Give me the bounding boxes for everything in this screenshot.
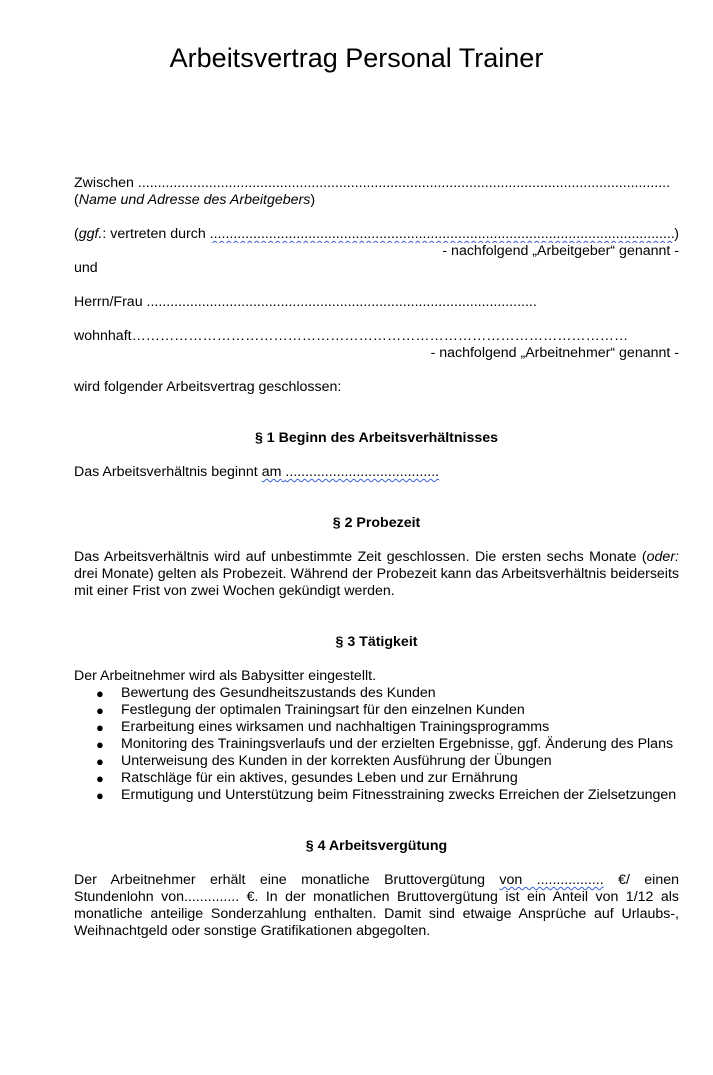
list-item: ● Festlegung der optimalen Trainingsart für den einzelnen Kunden [96,702,525,718]
bullet-icon: ● [96,788,104,803]
list-item: ● Unterweisung des Kunden in der korrekten Ausführung der Übungen [96,753,552,769]
bullet-icon: ● [96,771,104,786]
herr-frau-line [74,294,679,311]
section-3-intro: Der Arbeitnehmer wird als Babysitter eingestellt. [74,668,377,684]
section-3-heading: § 3 Tätigkeit [335,634,418,650]
section-4-heading: § 4 Arbeitsvergütung [305,838,448,854]
section-4-text: Stundenlohn von.............. €. In der monatlichen Bruttovergütung ist ein Anteil von 1/12 als monatliche anteilige Sonderzahlung enthalten. Damit sind etwaige Ansprüche auf Urlaubs-, Weihnachtgeld oder sonstige Gratifikationen abgegolten. [74,889,679,939]
zwischen-note: (Name und Adresse des Arbeitgebers) [74,192,316,208]
zwischen-note-text: Name und Adresse des Arbeitgebers [78,192,311,208]
zwischen-label: Zwischen [74,175,134,191]
bullet-icon: ● [96,686,104,701]
list-item: ● Bewertung des Gesundheitszustands des Kunden [96,685,436,701]
ggf-line: ( ggf. : vertreten durch ..... ) [74,226,679,243]
list-item: ● Ermutigung und Unterstützung beim Fitnesstraining zwecks Erreichen der Zielsetzungen [96,787,677,803]
bullet-icon: ● [96,737,104,752]
oder-label: oder: [646,549,679,565]
monthly-salary-field: von ................. [499,872,604,888]
document-body [74,175,679,940]
ggf-fill-dots [210,226,675,243]
section-2-heading: § 2 Probezeit [332,515,421,531]
zwischen-line [74,175,679,192]
employee-role: - nachfolgend „Arbeitnehmer“ genannt - [430,345,679,361]
list-item: ● Monitoring des Trainingsverlaufs und der erzielten Ergebnisse, ggf. Änderung des Plans [96,736,674,752]
zwischen-fill-dots [138,175,670,192]
section-4-line-1: Der Arbeitnehmer erhält eine monatliche Bruttovergütung von ................. €/ einen [74,872,679,888]
bullet-icon: ● [96,703,104,718]
bullet-icon: ● [96,754,104,769]
employer-role: - nachfolgend „Arbeitgeber“ genannt - [442,243,679,259]
contract-line: wird folgender Arbeitsvertrag geschlossen: [74,379,342,395]
herr-frau-dots: ................................................................................................... [146,294,537,310]
section-2-text: Das Arbeitsverhältnis wird auf unbestimmte Zeit geschlossen. Die ersten sechs Monate (oder: drei Monate) gelten als Probezeit. Während der Probezeit kann das Arbeitsverhältnis beiderseits mit einer Frist von zwei Wochen gekündigt werden. [74,549,679,599]
bullet-icon: ● [96,720,104,735]
section-1-text: Das Arbeitsverhältnis beginnt am ....................................... [74,464,440,480]
wohnhaft-label: wohnhaft [74,328,132,344]
wohnhaft-dots: …………………………………………………………………………………………… [131,328,629,344]
wohnhaft-line [74,328,679,345]
list-item: ● Erarbeitung eines wirksamen und nachhaltigen Trainingsprogramms [96,719,550,735]
herr-frau-label: Herrn/Frau [74,294,143,310]
und-line: und [74,260,98,276]
ggf-label: ggf. [78,226,103,242]
page-title: Arbeitsvertrag Personal Trainer [169,43,544,73]
duties-list [74,685,679,804]
list-item: ● Ratschläge für ein aktives, gesundes Leben und zur Ernährung [96,770,518,786]
section-1-heading: § 1 Beginn des Arbeitsverhältnisses [254,430,499,446]
start-date-field: am ....................................... [261,464,440,480]
